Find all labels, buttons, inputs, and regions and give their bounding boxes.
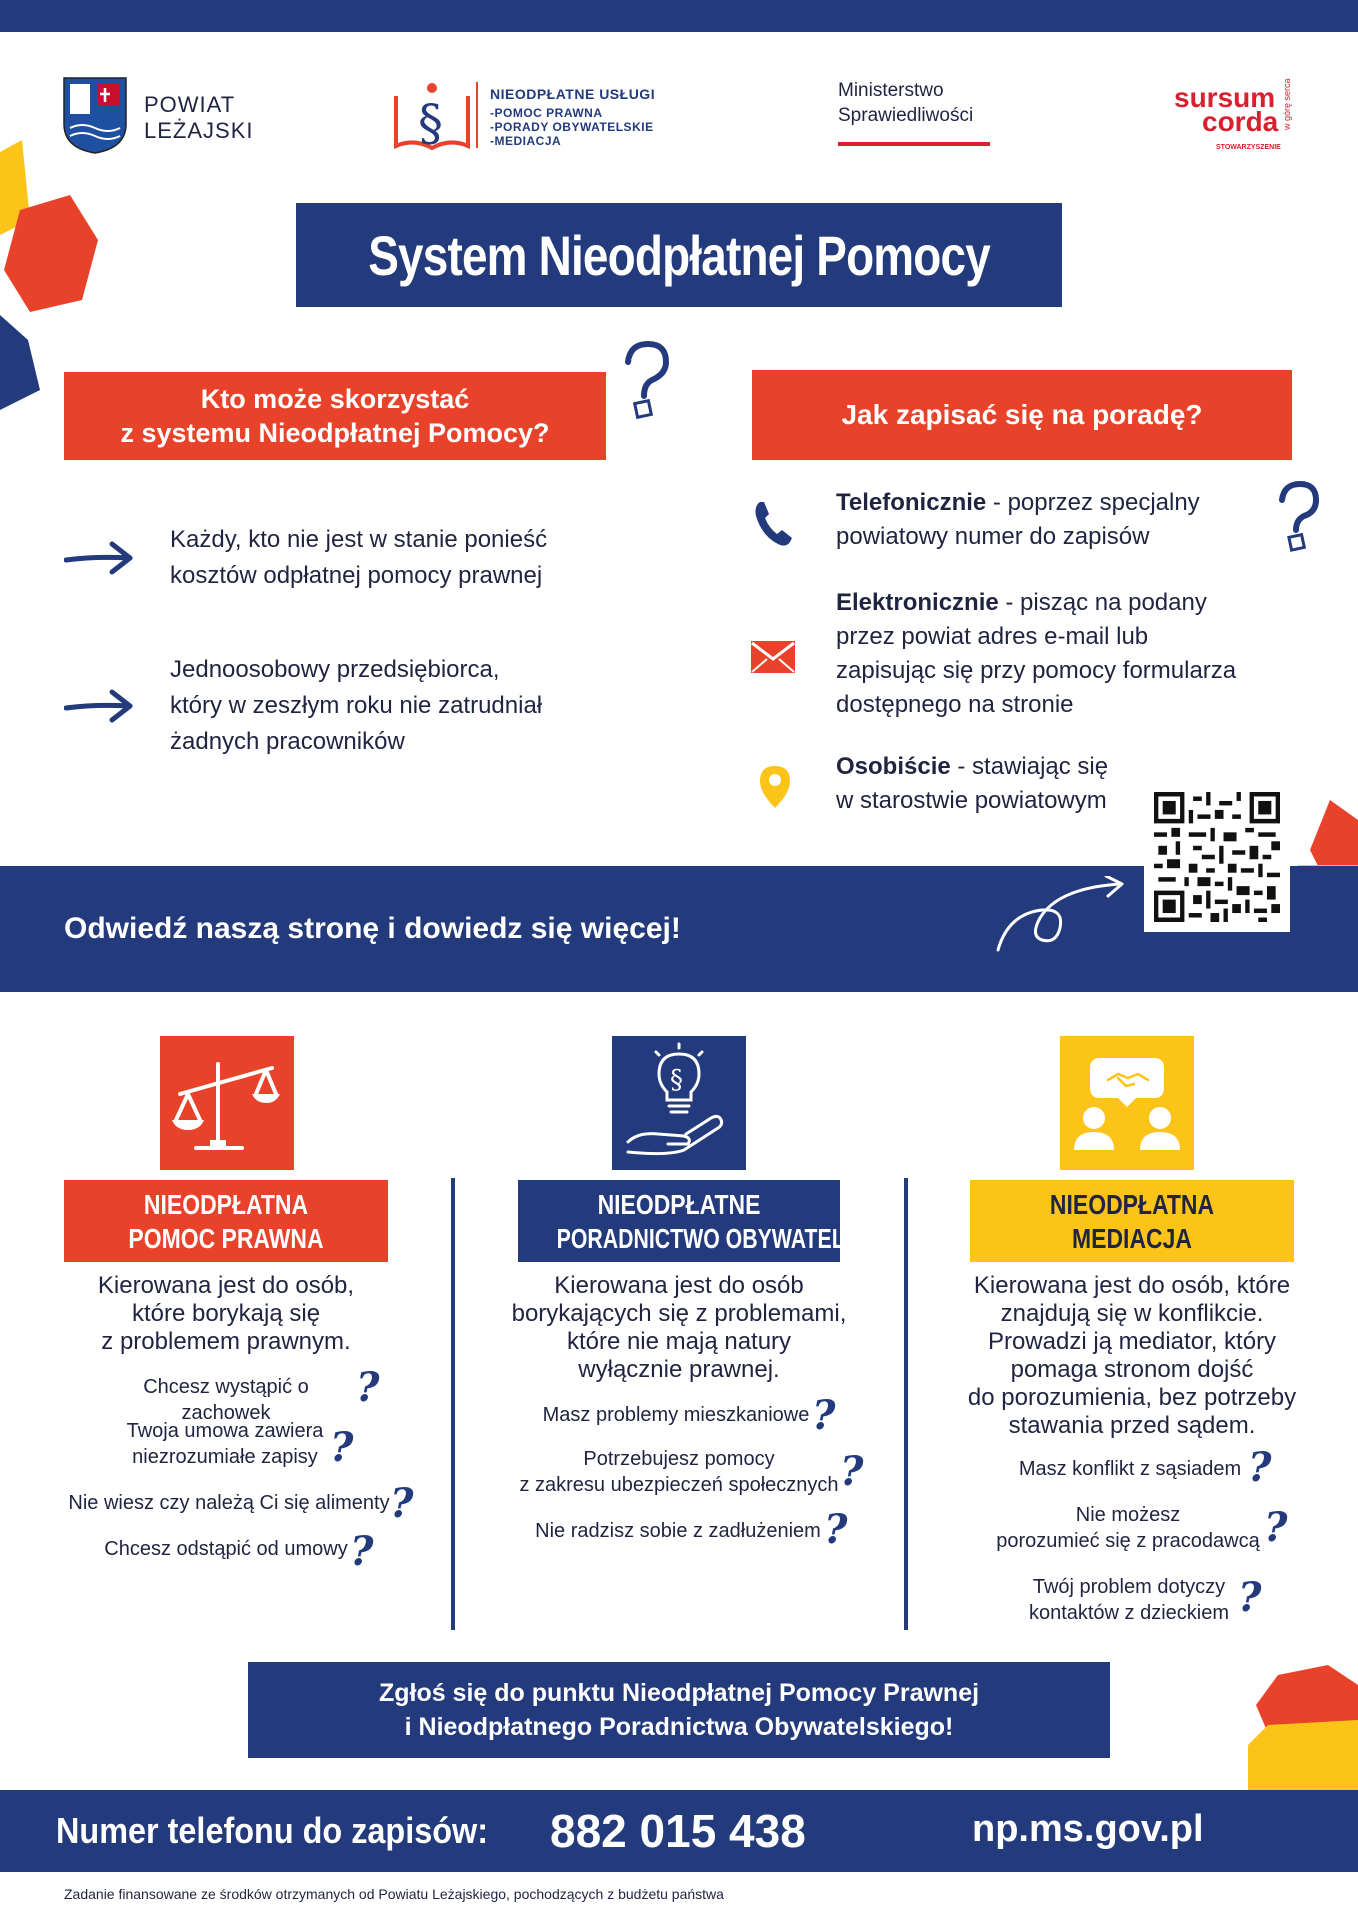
arrow-right-icon — [64, 686, 136, 726]
footer-phone-label: Numer telefonu do zapisów: — [56, 1810, 489, 1851]
column-3-desc-line3: Prowadzi ją mediator, który — [987, 1328, 1277, 1355]
how-email-text3: zapisując się przy pomocy formularza — [836, 657, 1237, 684]
column-3-question-3-line2: kontaktów z dzieckiem — [1028, 1602, 1230, 1624]
envelope-icon — [750, 640, 796, 674]
cta-box — [248, 1662, 1110, 1758]
column-2-question-2-line1: Potrzebujesz pomocy — [583, 1448, 775, 1470]
who-item-2-line1: Jednoosobowy przedsiębiorca, — [170, 656, 500, 683]
qr-code[interactable] — [1144, 782, 1290, 932]
column-1-question-3: Nie wiesz czy należą Ci się alimenty — [68, 1492, 390, 1514]
how-email-text4: dostępnego na stronie — [836, 691, 1074, 718]
paragraph-book-icon — [392, 74, 472, 156]
column-1-question-1: Chcesz wystąpić o zachowek — [143, 1376, 309, 1424]
column-3-question-2 — [990, 1502, 1266, 1554]
scales-of-justice-icon — [160, 1036, 294, 1170]
title-banner — [296, 203, 1062, 307]
question-mark-icon: ? — [356, 1364, 380, 1411]
who-item-2 — [170, 652, 542, 760]
how-person-label: Osobiście — [836, 753, 951, 780]
nu-item-2: -PORADY OBYWATELSKIE — [490, 120, 654, 134]
column-2-description — [490, 1272, 868, 1384]
how-phone — [836, 486, 1200, 554]
nieodplatne-uslugi-logo — [392, 74, 692, 156]
how-phone-text2: powiatowy numer do zapisów — [836, 523, 1150, 550]
bulb-icon-box — [612, 1036, 746, 1170]
curly-arrow-icon — [992, 876, 1128, 956]
column-3-question-3 — [1014, 1574, 1244, 1626]
question-mark-icon: ? — [812, 1392, 836, 1439]
how-heading: Jak zapisać się na poradę? — [841, 399, 1203, 430]
question-mark-icon: ? — [1248, 1444, 1272, 1491]
column-2-desc-line2: borykających się z problemami, — [511, 1300, 847, 1327]
column-2-question-3: Nie radzisz sobie z zadłużeniem — [535, 1520, 821, 1542]
who-item-1 — [170, 522, 547, 594]
column-divider — [451, 1178, 455, 1630]
powiat-name-line1: POWIAT — [144, 92, 236, 117]
how-heading-box — [752, 370, 1292, 460]
column-3-desc-line5: do porozumienia, bez potrzeby — [967, 1384, 1297, 1411]
coat-of-arms-icon — [62, 76, 128, 154]
top-strip — [0, 0, 1358, 32]
svg-text:§: § — [418, 94, 443, 152]
question-mark-icon — [1272, 480, 1322, 556]
nu-title: NIEODPŁATNE USŁUGI — [490, 86, 656, 102]
ministry-line2: Sprawiedliwości — [838, 105, 974, 126]
column-1-question-2 — [110, 1418, 340, 1470]
question-mark-icon: ? — [1238, 1574, 1262, 1621]
how-email-label: Elektronicznie — [836, 589, 999, 616]
how-person-text2: w starostwie powiatowym — [836, 787, 1107, 814]
svg-text:§: § — [670, 1065, 683, 1095]
lightbulb-hand-icon — [612, 1036, 746, 1170]
nu-item-3: -MEDIACJA — [490, 134, 562, 148]
footer-phone-number[interactable]: 882 015 438 — [550, 1805, 806, 1857]
how-email — [836, 586, 1236, 722]
question-mark-icon: ? — [390, 1480, 414, 1527]
column-3-description — [950, 1272, 1314, 1440]
how-person-text1: - stawiając się — [950, 753, 1109, 780]
column-2-question-2 — [512, 1446, 846, 1498]
phone-icon — [754, 498, 794, 548]
column-divider — [904, 1178, 908, 1630]
column-2-question-1: Masz problemy mieszkaniowe — [542, 1404, 810, 1426]
column-2-title-box — [518, 1180, 895, 1262]
powiat-logo — [62, 76, 262, 156]
sursum-line1: sursum — [1174, 82, 1276, 113]
question-mark-icon: ? — [840, 1448, 864, 1495]
cta-line1: Zgłoś się do punktu Nieodpłatnej Pomocy Prawnej — [378, 1679, 980, 1707]
column-3-question-3-line1: Twój problem dotyczy — [1032, 1576, 1226, 1598]
who-heading-line1: Kto może skorzystać — [200, 384, 470, 414]
column-1-desc-line1: Kierowana jest do osób, — [97, 1272, 355, 1299]
how-email-text2: przez powiat adres e-mail lub — [836, 623, 1149, 650]
arrow-right-icon — [64, 538, 136, 578]
column-1-question-2-line1: Twoja umowa zawiera — [126, 1420, 324, 1442]
cta-line2: i Nieodpłatnego Poradnictwa Obywatelskiego! — [404, 1713, 954, 1741]
question-mark-icon: ? — [824, 1506, 848, 1553]
how-email-text1: - pisząc na podany — [998, 589, 1207, 616]
sursum-line2: corda — [1202, 106, 1279, 137]
column-2-title-line1: NIEODPŁATNE — [597, 1189, 761, 1220]
column-2-title-line2: PORADNICTWO OBYWATELSKIE — [556, 1223, 895, 1254]
decor-right-bottom — [1248, 1665, 1358, 1795]
how-phone-text1: - poprzez specjalny — [986, 489, 1200, 516]
scales-icon-box — [160, 1036, 294, 1170]
question-mark-icon — [616, 340, 672, 420]
how-person — [836, 750, 1108, 818]
qr-code-icon — [1154, 792, 1280, 922]
column-2-desc-line1: Kierowana jest do osób — [554, 1272, 804, 1299]
column-3-desc-line4: pomaga stronom dojść — [1010, 1356, 1254, 1383]
column-1-title-box — [64, 1180, 388, 1262]
who-heading-box — [64, 372, 606, 460]
column-3-question-2-line1: Nie możesz — [1075, 1504, 1181, 1526]
ministry-line1: Ministerstwo — [838, 80, 944, 101]
who-item-1-line2: kosztów odpłatnej pomocy prawnej — [170, 562, 543, 589]
footer-bar — [0, 1790, 1358, 1872]
column-1-desc-line2: które borykają się — [131, 1300, 321, 1327]
who-heading-line2: z systemu Nieodpłatnej Pomocy? — [120, 418, 550, 448]
column-3-title-line1: NIEODPŁATNA — [1049, 1189, 1215, 1220]
column-1-description — [64, 1272, 388, 1356]
column-3-title-line2: MEDIACJA — [1072, 1223, 1192, 1254]
column-1-desc-line3: z problemem prawnym. — [101, 1328, 351, 1355]
question-mark-icon: ? — [330, 1424, 354, 1471]
who-item-2-line2: który w zeszłym roku nie zatrudniał — [170, 692, 543, 719]
visit-banner-text: Odwiedź naszą stronę i dowiedz się więcej! — [64, 912, 681, 945]
column-3-question-2-line2: porozumieć się z pracodawcą — [996, 1530, 1260, 1552]
location-pin-icon — [758, 764, 792, 810]
column-3-desc-line1: Kierowana jest do osób, które — [973, 1272, 1291, 1299]
who-item-1-line1: Każdy, kto nie jest w stanie ponieść — [170, 526, 548, 553]
footer-website-link[interactable]: np.ms.gov.pl — [972, 1808, 1204, 1850]
column-2-desc-line3: które nie mają natury — [566, 1328, 792, 1355]
question-mark-icon: ? — [350, 1528, 374, 1575]
column-3-question-1: Masz konflikt z sąsiadem — [1018, 1458, 1242, 1480]
column-2-desc-line4: wyłącznie prawnej. — [578, 1356, 780, 1383]
column-1-question-4: Chcesz odstąpić od umowy — [104, 1538, 348, 1560]
nu-item-1: -POMOC PRAWNA — [490, 106, 603, 120]
page-title: System Nieodpłatnej Pomocy — [368, 223, 990, 287]
powiat-name-line2: LEŻAJSKI — [144, 118, 254, 143]
who-item-2-line3: żadnych pracowników — [170, 728, 405, 755]
mediation-icon-box — [1060, 1036, 1194, 1170]
column-3-title-box — [970, 1180, 1294, 1262]
column-3-desc-line6: stawania przed sądem. — [1008, 1412, 1256, 1439]
column-3-desc-line2: znajdują się w konflikcie. — [1000, 1300, 1264, 1327]
sursum-corda-logo — [1172, 80, 1302, 160]
column-2-question-2-line2: z zakresu ubezpieczeń społecznych — [519, 1474, 839, 1496]
sursum-sub: STOWARZYSZENIE — [1216, 144, 1281, 151]
sursum-side: w górę serca — [1282, 78, 1292, 130]
how-phone-label: Telefonicznie — [836, 489, 987, 516]
ministry-logo — [838, 80, 1008, 150]
column-1-title-line1: NIEODPŁATNA — [143, 1189, 309, 1220]
mediation-people-icon — [1060, 1036, 1194, 1170]
column-1-title-line2: POMOC PRAWNA — [128, 1223, 324, 1254]
column-1-question-2-line2: niezrozumiałe zapisy — [132, 1446, 318, 1468]
question-mark-icon: ? — [1264, 1504, 1288, 1551]
footer-funding-note: Zadanie finansowane ze środków otrzymanych od Powiatu Leżajskiego, pochodzących z budżetu państwa — [64, 1886, 724, 1902]
